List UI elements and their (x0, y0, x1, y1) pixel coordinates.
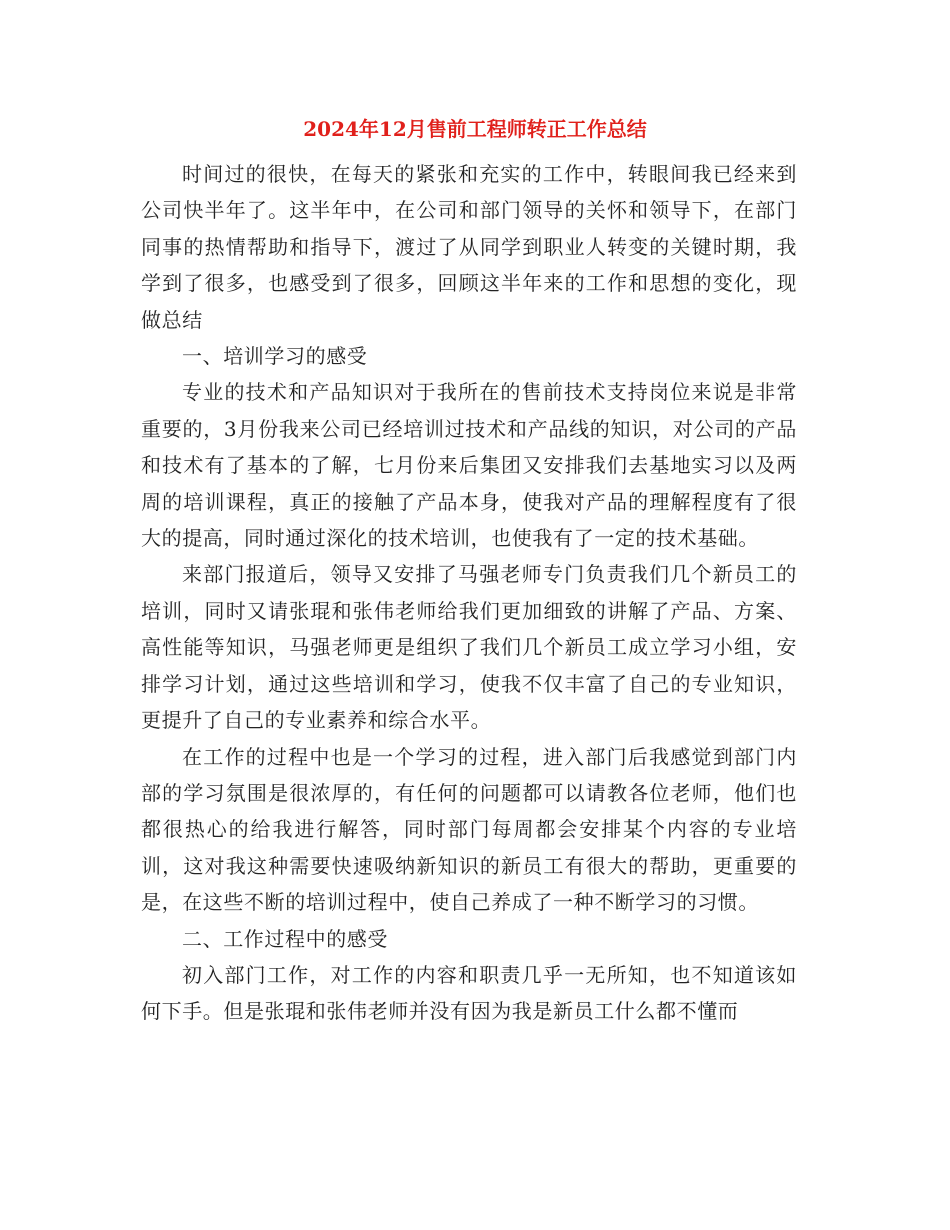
section-heading-training: 一、培训学习的感受 (182, 344, 368, 369)
section-heading-work: 二、工作过程中的感受 (182, 926, 388, 951)
paragraph-training-2: 来部门报道后，领导又安排了马强老师专门负责我们几个新员工的培训，同时又请张琨和张伟老师给我们更加细致的讲解了产品、方案、高性能等知识，马强老师更是组织了我们几个新员工成立学习小组，安排学习计划，通过这些培训和学习，使我不仅丰富了自己的专业知识，更提升了自己的专业素养和综合水平。 (141, 562, 797, 733)
paragraph-work-1: 初入部门工作，对工作的内容和职责几乎一无所知，也不知道该如何下手。但是张琨和张伟老师并没有因为我是新员工什么都不懂而 (141, 962, 797, 1024)
document-title: 2024年12月售前工程师转正工作总结 (303, 117, 647, 141)
document-body (141, 156, 797, 1030)
paragraph-intro: 时间过的很快，在每天的紧张和充实的工作中，转眼间我已经来到公司快半年了。这半年中，在公司和部门领导的关怀和领导下，在部门同事的热情帮助和指导下，渡过了从同学到职业人转变的关键时期，我学到了很多，也感受到了很多，回顾这半年来的工作和思想的变化，现做总结 (141, 162, 797, 332)
paragraph-training-1: 专业的技术和产品知识对于我所在的售前技术支持岗位来说是非常重要的，3月份我来公司已经培训过技术和产品线的知识，对公司的产品和技术有了基本的了解，七月份来后集团又安排我们去基地实习以及两周的培训课程，真正的接触了产品本身，使我对产品的理解程度有了很大的提高，同时通过深化的技术培训，也使我有了一定的技术基础。 (141, 380, 797, 551)
paragraph-training-3: 在工作的过程中也是一个学习的过程，进入部门后我感觉到部门内部的学习氛围是很浓厚的，有任何的问题都可以请教各位老师，他们也都很热心的给我进行解答，同时部门每周都会安排某个内容的专业培训，这对我这种需要快速吸纳新知识的新员工有很大的帮助，更重要的是，在这些不断的培训过程中，使自己养成了一种不断学习的习惯。 (141, 744, 797, 915)
